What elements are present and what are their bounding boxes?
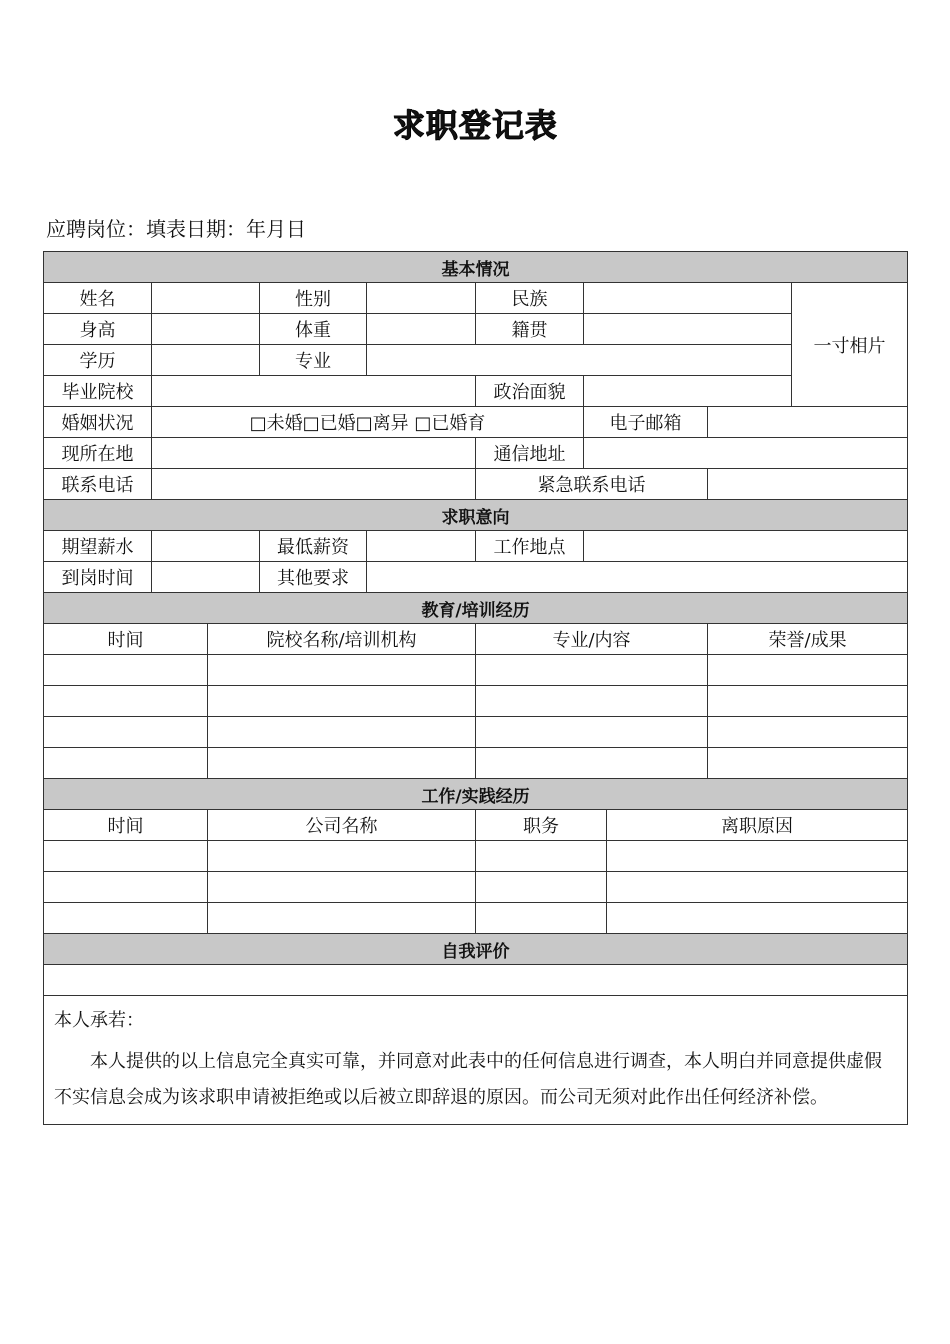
label-current-location: 现所在地 xyxy=(44,438,152,469)
field-height[interactable] xyxy=(152,314,260,345)
work-cell[interactable] xyxy=(44,903,208,934)
field-school[interactable] xyxy=(152,376,476,407)
field-other-requirements[interactable] xyxy=(367,562,908,593)
label-name: 姓名 xyxy=(44,283,152,314)
photo-box[interactable]: 一寸相片 xyxy=(792,283,908,407)
field-current-location[interactable] xyxy=(152,438,476,469)
field-major[interactable] xyxy=(367,345,792,376)
work-cell[interactable] xyxy=(476,841,607,872)
edu-cell[interactable] xyxy=(208,748,476,779)
edu-cell[interactable] xyxy=(708,686,908,717)
field-phone[interactable] xyxy=(152,469,476,500)
edu-cell[interactable] xyxy=(44,655,208,686)
label-height: 身高 xyxy=(44,314,152,345)
work-header-company: 公司名称 xyxy=(208,810,476,841)
edu-cell[interactable] xyxy=(708,655,908,686)
section-basic-info: 基本情况 xyxy=(44,252,908,283)
work-row xyxy=(44,872,908,903)
pledge-box xyxy=(44,996,908,1125)
work-cell[interactable] xyxy=(607,841,908,872)
pledge-body: 本人提供的以上信息完全真实可靠，并同意对此表中的任何信息进行调查，本人明白并同意提供虚假不实信息会成为该求职申请被拒绝或以后被立即辞退的原因。而公司无须对此作出任何经济补偿。 xyxy=(54,1051,882,1108)
field-expected-salary[interactable] xyxy=(152,531,260,562)
field-gender[interactable] xyxy=(367,283,476,314)
label-education: 学历 xyxy=(44,345,152,376)
field-weight[interactable] xyxy=(367,314,476,345)
field-mailing-address[interactable] xyxy=(584,438,908,469)
label-native-place: 籍贯 xyxy=(476,314,584,345)
edu-cell[interactable] xyxy=(708,717,908,748)
field-native-place[interactable] xyxy=(584,314,792,345)
field-political-status[interactable] xyxy=(584,376,792,407)
field-name[interactable] xyxy=(152,283,260,314)
work-cell[interactable] xyxy=(44,841,208,872)
pledge-heading: 本人承若： xyxy=(54,1010,144,1031)
edu-cell[interactable] xyxy=(44,686,208,717)
edu-cell[interactable] xyxy=(44,748,208,779)
registration-form-table xyxy=(43,251,908,1125)
label-gender: 性别 xyxy=(260,283,367,314)
work-cell[interactable] xyxy=(44,872,208,903)
label-other-requirements: 其他要求 xyxy=(260,562,367,593)
label-work-location: 工作地点 xyxy=(476,531,584,562)
edu-cell[interactable] xyxy=(208,717,476,748)
edu-row xyxy=(44,717,908,748)
section-self-evaluation: 自我评价 xyxy=(44,934,908,965)
field-ethnicity[interactable] xyxy=(584,283,792,314)
field-emergency-phone[interactable] xyxy=(708,469,908,500)
label-ethnicity: 民族 xyxy=(476,283,584,314)
edu-row xyxy=(44,686,908,717)
label-email: 电子邮箱 xyxy=(584,407,708,438)
label-political-status: 政治面貌 xyxy=(476,376,584,407)
label-min-salary: 最低薪资 xyxy=(260,531,367,562)
edu-header-time: 时间 xyxy=(44,624,208,655)
edu-cell[interactable] xyxy=(708,748,908,779)
section-education: 教育/培训经历 xyxy=(44,593,908,624)
edu-cell[interactable] xyxy=(476,655,708,686)
label-weight: 体重 xyxy=(260,314,367,345)
label-school: 毕业院校 xyxy=(44,376,152,407)
edu-cell[interactable] xyxy=(476,686,708,717)
edu-cell[interactable] xyxy=(208,686,476,717)
work-cell[interactable] xyxy=(476,872,607,903)
label-mailing-address: 通信地址 xyxy=(476,438,584,469)
form-title: 求职登记表 xyxy=(392,106,558,144)
label-marital-status: 婚姻状况 xyxy=(44,407,152,438)
label-major: 专业 xyxy=(260,345,367,376)
edu-header-major: 专业/内容 xyxy=(476,624,708,655)
field-work-location[interactable] xyxy=(584,531,908,562)
form-subheader: 应聘岗位：填表日期：年月日 xyxy=(46,217,306,241)
work-cell[interactable] xyxy=(607,903,908,934)
edu-row xyxy=(44,655,908,686)
edu-cell[interactable] xyxy=(476,748,708,779)
work-header-time: 时间 xyxy=(44,810,208,841)
field-start-time[interactable] xyxy=(152,562,260,593)
label-emergency-phone: 紧急联系电话 xyxy=(476,469,708,500)
edu-header-institution: 院校名称/培训机构 xyxy=(208,624,476,655)
self-evaluation-field[interactable] xyxy=(44,965,908,996)
work-cell[interactable] xyxy=(607,872,908,903)
section-job-intent: 求职意向 xyxy=(44,500,908,531)
field-education[interactable] xyxy=(152,345,260,376)
work-row xyxy=(44,841,908,872)
work-row xyxy=(44,903,908,934)
work-cell[interactable] xyxy=(208,841,476,872)
field-email[interactable] xyxy=(708,407,908,438)
label-expected-salary: 期望薪水 xyxy=(44,531,152,562)
label-phone: 联系电话 xyxy=(44,469,152,500)
edu-header-honors: 荣誉/成果 xyxy=(708,624,908,655)
marital-status-checkboxes[interactable]: □未婚□已婚□离异 □已婚育 xyxy=(152,407,584,438)
work-cell[interactable] xyxy=(476,903,607,934)
field-min-salary[interactable] xyxy=(367,531,476,562)
work-header-position: 职务 xyxy=(476,810,607,841)
edu-row xyxy=(44,748,908,779)
label-start-time: 到岗时间 xyxy=(44,562,152,593)
work-cell[interactable] xyxy=(208,903,476,934)
section-work: 工作/实践经历 xyxy=(44,779,908,810)
work-cell[interactable] xyxy=(208,872,476,903)
edu-cell[interactable] xyxy=(44,717,208,748)
edu-cell[interactable] xyxy=(476,717,708,748)
work-header-leave-reason: 离职原因 xyxy=(607,810,908,841)
edu-cell[interactable] xyxy=(208,655,476,686)
